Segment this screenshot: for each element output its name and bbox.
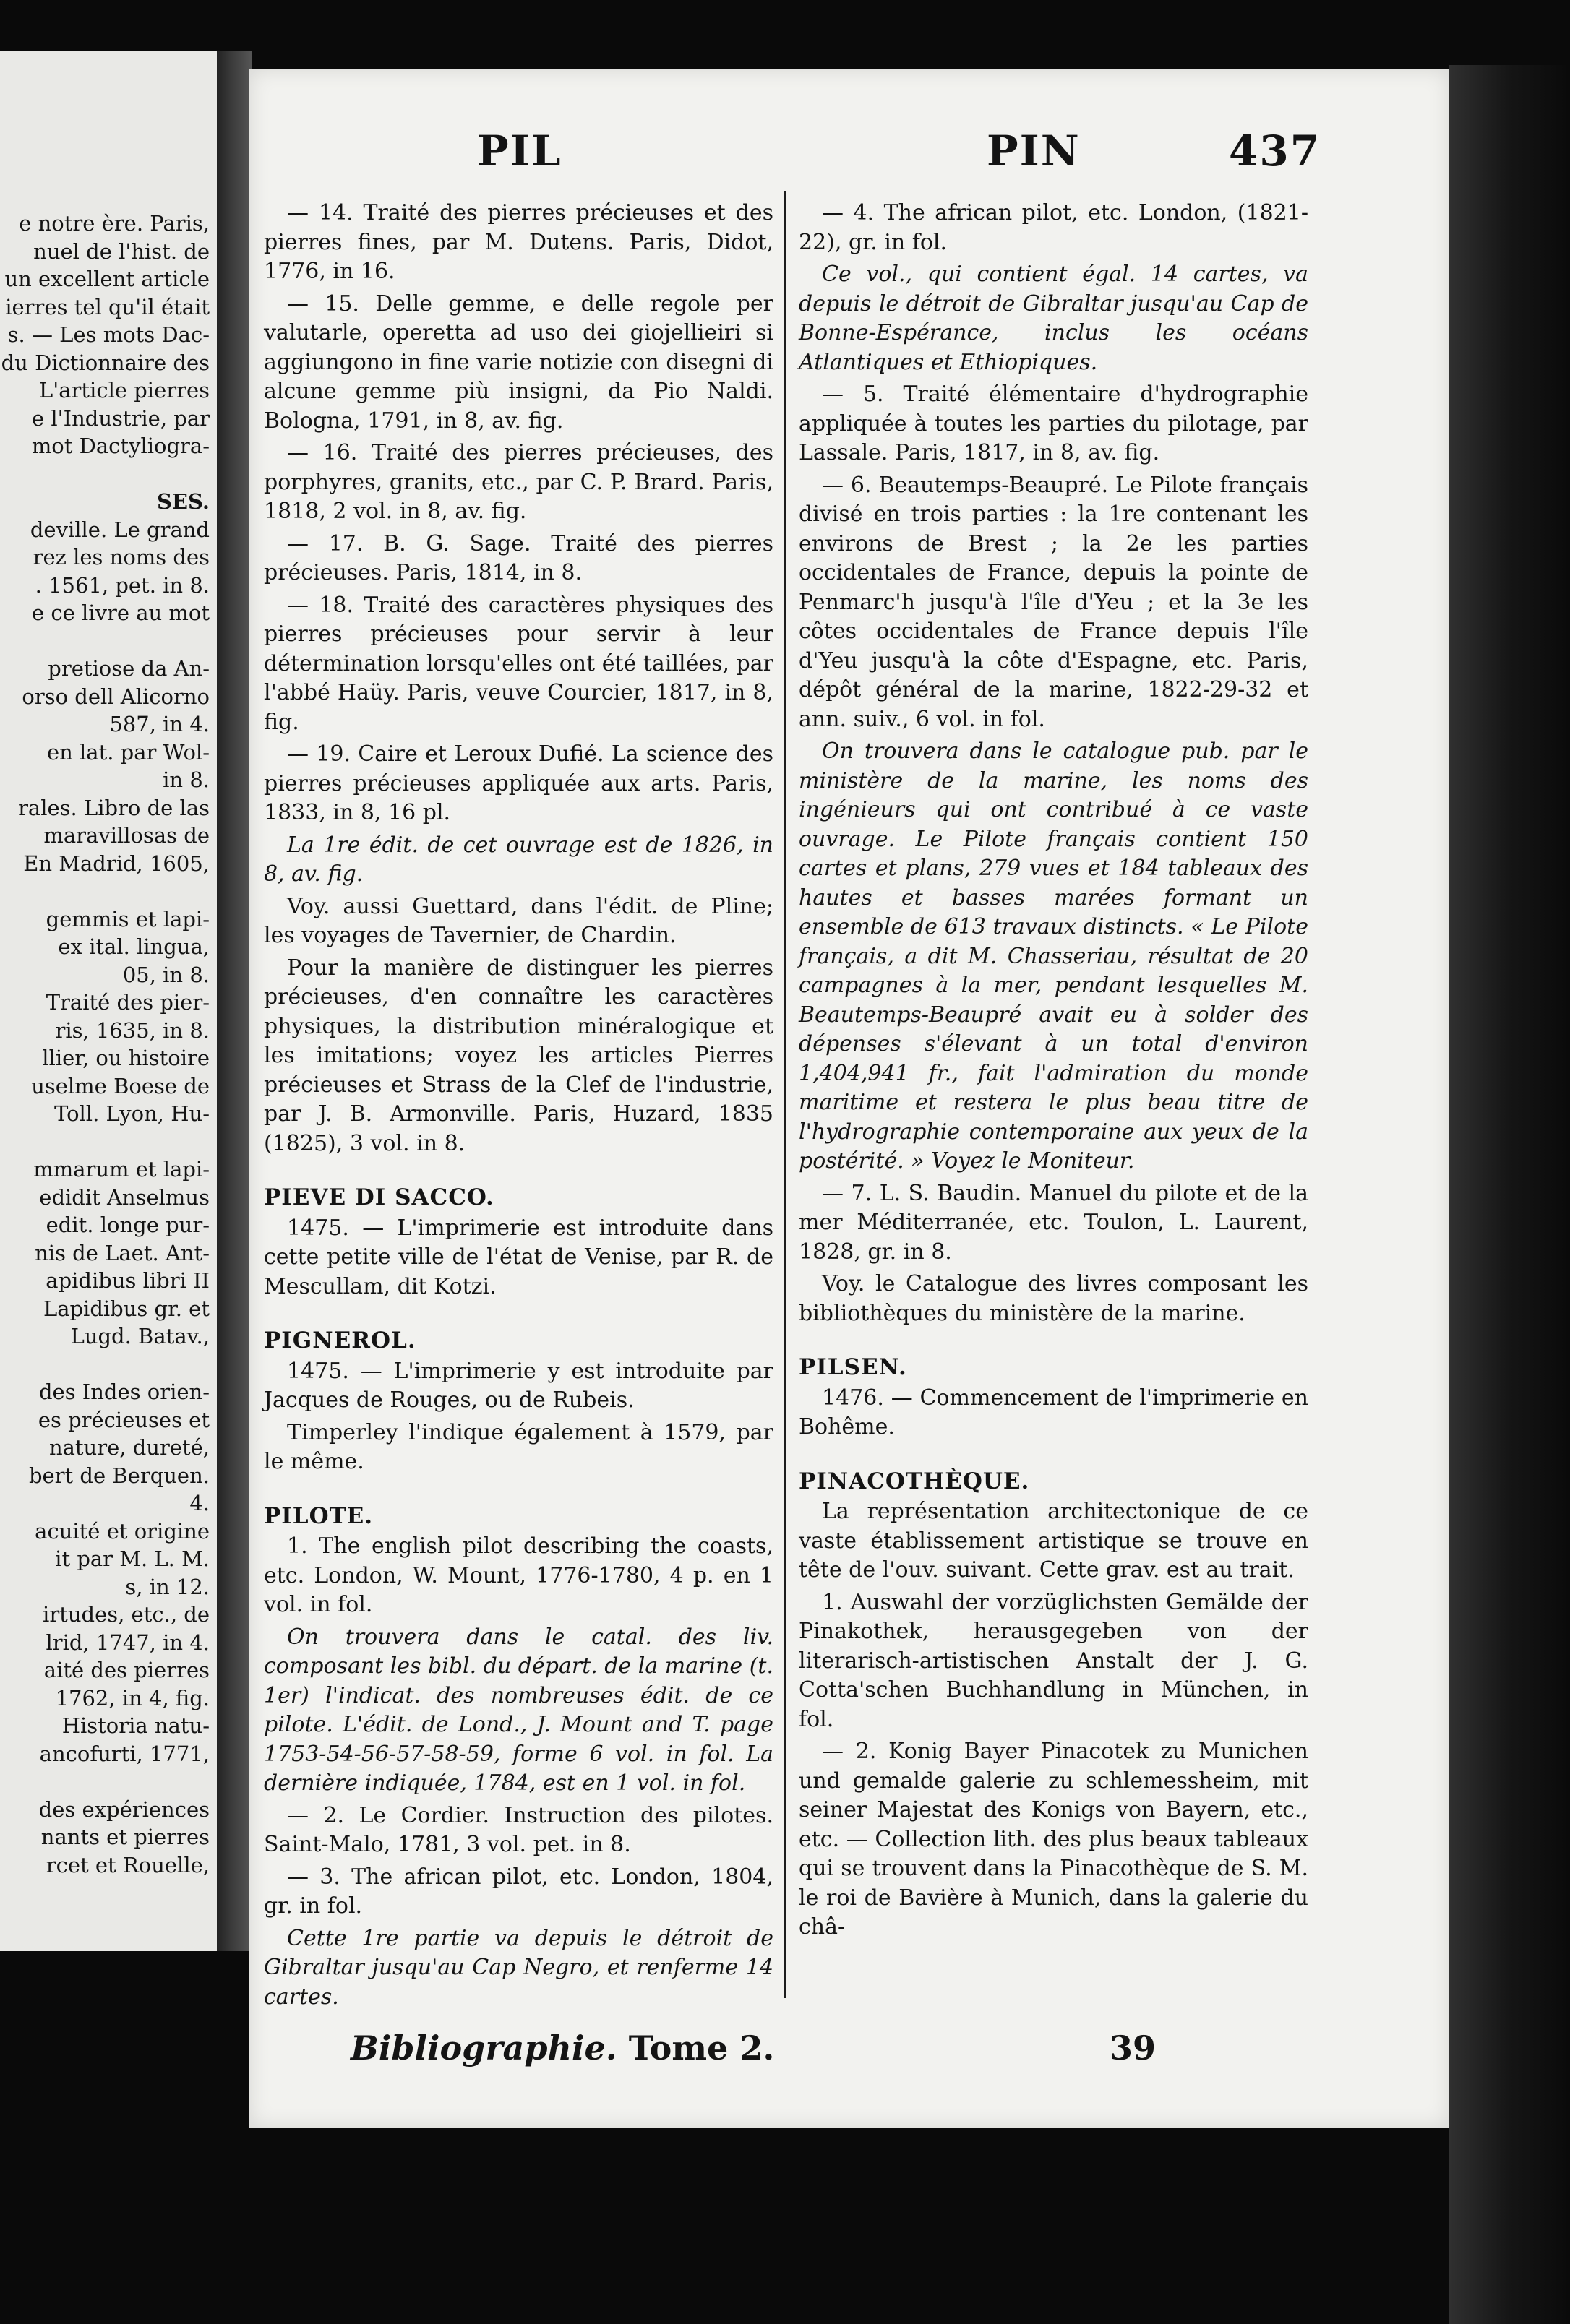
facing-page-line: nature, dureté,	[48, 1435, 210, 1460]
page-edge-shadow	[1449, 65, 1570, 2324]
facing-page-text	[0, 210, 210, 1879]
paragraph: Pour la manière de distinguer les pierres précieuses, d'en connaître les caractères physiques, la distribution minéralogique et les imitations; voyez les articles Pierres précieuses et Strass de la Clef de l'industrie, par J. B. Armonville. Paris, Huzard, 1835 (1825), 3 vol. in 8.	[264, 955, 773, 1156]
facing-page-line: Historia natu-	[61, 1713, 210, 1738]
facing-page-line: rales. Libro de las	[18, 795, 210, 820]
facing-page-line: e notre ère. Paris,	[19, 211, 210, 236]
facing-page-line: Traité des pier-	[46, 990, 210, 1015]
paragraph: — 7. L. S. Baudin. Manuel du pilote et de la mer Méditerranée, etc. Toulon, L. Laurent, 1828, gr. in 8.	[799, 1180, 1308, 1265]
facing-page-line: 1762, in 4, fig.	[55, 1685, 210, 1710]
facing-page-line: s. — Les mots Dac-	[7, 322, 210, 347]
left-column	[264, 199, 773, 2015]
facing-page-line: lrid, 1747, in 4.	[46, 1630, 210, 1655]
facing-page-line	[0, 877, 210, 905]
paragraph: — 2. Konig Bayer Pinacotek zu Munichen und gemalde galerie zu schlemessheim, mit seiner Majestat des Konigs von Bayern, etc., etc. — Collection lith. des plus beaux tableaux qui se trouvent dans la Pinacothèque de S. M. le roi de Bavière à Munich, dans la galerie du châ-	[799, 1739, 1308, 1940]
facing-page-line: maravillosas de	[43, 823, 210, 848]
facing-page-line: En Madrid, 1605,	[23, 851, 210, 876]
paragraph: La représentation architectonique de ce vaste établissement artistique se trouve en tête de l'ouv. suivant. Cette grav. est au trait.	[799, 1499, 1308, 1583]
paragraph: Voy. aussi Guettard, dans l'édit. de Pline; les voyages de Tavernier, de Chardin.	[264, 893, 773, 948]
section-heading: PIEVE DI SACCO.	[264, 1184, 494, 1210]
paragraph: 1475. — L'imprimerie est introduite dans cette petite ville de l'état de Venise, par R. de Mescullam, dit Kotzi.	[264, 1215, 773, 1299]
facing-page-line: apidibus libri II	[46, 1268, 210, 1293]
paragraph: — 2. Le Cordier. Instruction des pilotes. Saint-Malo, 1781, 3 vol. pet. in 8.	[264, 1802, 773, 1857]
facing-page-line: ancofurti, 1771,	[39, 1741, 210, 1766]
paragraph: — 15. Delle gemme, e delle regole per valutarle, operetta ad uso dei giojellieiri si aggiungono in fine varie notizie con disegni di alcune gemme più insigni, da Pio Naldi. Bologna, 1791, in 8, av. fig.	[264, 290, 773, 434]
facing-page-line: des Indes orien-	[38, 1380, 210, 1404]
paragraph: 1475. — L'imprimerie y est introduite par Jacques de Rouges, ou de Rubeis.	[264, 1358, 773, 1413]
facing-page-line: edidit Anselmus	[39, 1184, 210, 1210]
paragraph: — 16. Traité des pierres précieuses, des porphyres, granits, etc., par C. P. Brard. Paris, 1818, 2 vol. in 8, av. fig.	[264, 440, 773, 524]
paragraph: — 14. Traité des pierres précieuses et des pierres fines, par M. Dutens. Paris, Didot, 1776, in 16.	[264, 200, 773, 284]
facing-page-line: rez les noms des	[33, 545, 210, 569]
facing-page-fragment	[0, 51, 217, 1951]
paragraph: 1. Auswahl der vorzüglichsten Gemälde der Pinakothek, herausgegeben von der literarisch-artistischen Anstalt der J. G. Cotta'schen Buchhandlung in München, in fol.	[799, 1589, 1308, 1732]
facing-page-line: gemmis et lapi-	[46, 906, 210, 931]
paragraph: On trouvera dans le catal. des liv. composant les bibl. du départ. de la marine (t. 1er) l'indicat. des nombreuses édit. de ce pilote. L'édit. de Lond., J. Mount and T. page 1753-54-56-57-58-59, forme 6 vol. in fol. La dernière indiquée, 1784, est en 1 vol. in fol.	[264, 1624, 773, 1796]
facing-page-line: llier, ou histoire	[42, 1046, 210, 1070]
facing-page-line: irtudes, etc., de	[43, 1602, 210, 1627]
facing-page-line	[0, 1768, 210, 1796]
page-number: 437	[1229, 126, 1321, 176]
facing-page-line: acuité et origine	[35, 1518, 210, 1544]
facing-page-line: Lugd. Batav.,	[70, 1324, 210, 1348]
facing-page-line: 05, in 8.	[122, 962, 210, 987]
right-column	[799, 199, 1308, 1945]
facing-page-line: nants et pierres	[40, 1825, 210, 1849]
signature-number: 39	[1110, 2028, 1157, 2067]
facing-page-line: e ce livre au mot	[32, 601, 210, 625]
facing-page-line: nuel de l'hist. de	[33, 238, 210, 264]
facing-page-line: . 1561, pet. in 8.	[35, 572, 210, 598]
facing-page-line	[0, 460, 210, 489]
facing-page-line: uselme Boese de	[31, 1073, 210, 1098]
running-head-left: PIL	[477, 126, 562, 176]
facing-page-line: Lapidibus gr. et	[43, 1296, 210, 1321]
paragraph: — 4. The african pilot, etc. London, (1821-22), gr. in fol.	[799, 200, 1308, 255]
facing-page-line: aité des pierres	[43, 1658, 210, 1682]
facing-page-line: un excellent article	[4, 267, 210, 291]
facing-page-line: SES.	[156, 489, 210, 514]
section-heading: PIGNEROL.	[264, 1327, 416, 1353]
facing-page-line: L'article pierres	[39, 378, 210, 403]
paragraph: 1476. — Commencement de l'imprimerie en Bohême.	[799, 1385, 1308, 1439]
section-heading: PILOTE.	[264, 1502, 374, 1529]
facing-page-line: e l'Industrie, par	[32, 405, 210, 431]
facing-page-line: deville. Le grand	[30, 517, 210, 542]
paragraph: La 1re édit. de cet ouvrage est de 1826, in 8, av. fig.	[264, 832, 773, 887]
paragraph: — 19. Caire et Leroux Dufié. La science des pierres précieuses appliquée aux arts. Paris, 1833, in 8, 16 pl.	[264, 741, 773, 825]
paragraph: On trouvera dans le catalogue pub. par le ministère de la marine, les noms des ingénieurs qui ont contribué à ce vaste ouvrage. Le Pilote français contient 150 cartes et plans, 279 vues et 184 tableaux des hautes et basses marées formant un ensemble de 613 travaux distincts. « Le Pilote français, a dit M. Chasseriau, résultat de 20 campagnes à la mer, pendant lesquelles M. Beautemps-Beaupré avait eu à solder des dépenses s'élevant à un total d'environ 1,404,941 fr., fait l'admiration du monde maritime et restera le plus beau titre de l'hydrographie contemporaine aux yeux de la postérité. » Voyez le Moniteur.	[799, 739, 1308, 1174]
facing-page-line: mot Dactyliogra-	[31, 434, 210, 458]
facing-page-line	[0, 1128, 210, 1156]
facing-page-line: rcet et Rouelle,	[46, 1852, 210, 1877]
paragraph: — 3. The african pilot, etc. London, 1804, gr. in fol.	[264, 1864, 773, 1919]
paragraph: Cette 1re partie va depuis le détroit de Gibraltar jusqu'au Cap Negro, et renferme 14 cartes.	[264, 1925, 773, 2010]
facing-page-line	[0, 1351, 210, 1379]
paragraph: Voy. le Catalogue des livres composant les bibliothèques du ministère de la marine.	[799, 1271, 1308, 1326]
running-head-right: PIN	[987, 126, 1081, 176]
facing-page-line: ierres tel qu'il était	[5, 294, 210, 319]
book-gutter	[217, 51, 252, 1951]
facing-page-line: en lat. par Wol-	[46, 739, 210, 765]
facing-page-line: edit. longe pur-	[46, 1213, 210, 1237]
facing-page-line: des expériences	[38, 1796, 210, 1822]
facing-page-line: orso dell Alicorno	[22, 684, 210, 709]
facing-page-line: Toll. Lyon, Hu-	[53, 1101, 210, 1126]
paragraph: 1. The english pilot describing the coasts, etc. London, W. Mount, 1776-1780, 4 p. en 1 vol. in fol.	[264, 1533, 773, 1617]
book-page	[249, 69, 1449, 2128]
facing-page-line: nis de Laet. Ant-	[35, 1240, 210, 1265]
facing-page-line: es précieuses et	[38, 1407, 210, 1432]
paragraph: — 17. B. G. Sage. Traité des pierres précieuses. Paris, 1814, in 8.	[264, 530, 773, 585]
facing-page-line: s, in 12.	[125, 1574, 210, 1599]
section-heading: PILSEN.	[799, 1354, 907, 1380]
paragraph: — 5. Traité élémentaire d'hydrographie appliquée à toutes les parties du pilotage, par Lassale. Paris, 1817, in 8, av. fig.	[799, 382, 1308, 465]
facing-page-line	[0, 627, 210, 655]
section-heading: PINACOTHÈQUE.	[799, 1468, 1030, 1494]
facing-page-line: ex ital. lingua,	[58, 934, 210, 959]
facing-page-line: 4.	[189, 1491, 210, 1515]
facing-page-line: du Dictionnaire des	[1, 350, 210, 375]
column-divider	[784, 191, 786, 1998]
paragraph: Ce vol., qui contient égal. 14 cartes, va depuis le détroit de Gibraltar jusqu'au Cap de Bonne-Espérance, inclus les océans Atlantiques et Ethiopiques.	[799, 262, 1308, 375]
paragraph: Timperley l'indique également à 1579, par le même.	[264, 1419, 773, 1474]
facing-page-line: 587, in 4.	[109, 712, 210, 736]
facing-page-line: in 8.	[163, 767, 210, 792]
signature-line	[351, 2028, 774, 2067]
signature-title: Bibliographie.	[351, 2028, 617, 2067]
paragraph: — 18. Traité des caractères physiques des pierres précieuses pour servir à leur détermination lorsqu'elles ont été taillées, par l'abbé Haüy. Paris, veuve Courcier, 1817, in 8, fig.	[264, 592, 773, 735]
facing-page-line: ris, 1635, in 8.	[55, 1017, 210, 1043]
facing-page-line: pretiose da An-	[48, 656, 210, 681]
facing-page-line: it par M. L. M.	[55, 1546, 210, 1571]
facing-page-line: mmarum et lapi-	[33, 1157, 210, 1182]
facing-page-line: bert de Berquen.	[28, 1463, 210, 1488]
paragraph: — 6. Beautemps-Beaupré. Le Pilote français divisé en trois parties : la 1re contenant les environs de Brest ; la 2e les parties occidentales de France, depuis la pointe de Penmarc'h jusqu'à l'île d'Yeu ; et la 3e les côtes occidentales de France depuis l'île d'Yeu jusqu'à la côte d'Espagne, etc. Paris, dépôt général de la marine, 1822-29-32 et ann. suiv., 6 vol. in fol.	[799, 472, 1308, 732]
signature-tome: Tome 2.	[628, 2028, 775, 2067]
